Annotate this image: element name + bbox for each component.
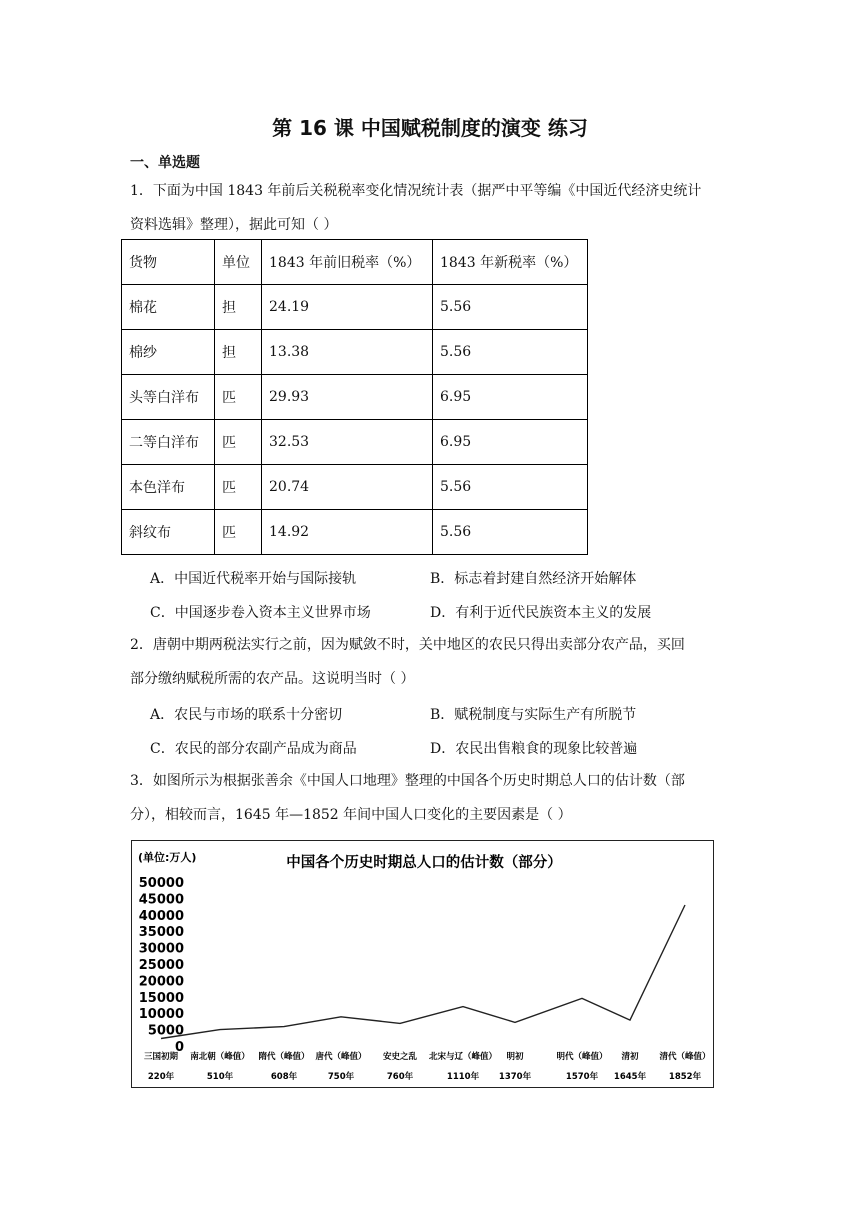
table-cell: 担 (215, 285, 262, 330)
y-tick-label: 5000 (147, 1023, 184, 1039)
table-row (122, 330, 588, 375)
x-year-label: 608年 (270, 1072, 298, 1082)
question-2-line-2: 部分缴纳赋税所需的农产品。这说明当时（ ） (130, 671, 415, 687)
x-tick-label: 三国初期 (143, 1052, 179, 1062)
q1-option-a[interactable]: A．中国近代税率开始与国际接轨 (150, 571, 357, 587)
x-tick-label: 南北朝（峰值） (190, 1052, 250, 1062)
table-cell: 29.93 (262, 375, 433, 420)
y-tick-label: 20000 (138, 974, 184, 990)
table-cell: 棉纱 (122, 330, 215, 375)
table-cell: 本色洋布 (122, 465, 215, 510)
question-3-line-1: 3．如图所示为根据张善余《中国人口地理》整理的中国各个历史时期总人口的估计数（部 (130, 773, 685, 789)
table-header-cell: 货物 (122, 240, 215, 285)
question-2-line-1: 2．唐朝中期两税法实行之前，因为赋敛不时，关中地区的农民只得出卖部分农产品，买回 (130, 637, 685, 653)
table-cell: 5.56 (433, 510, 588, 555)
q2-option-d[interactable]: D．农民出售粮食的现象比较普遍 (430, 741, 638, 757)
section-heading: 一、单选题 (130, 155, 200, 171)
table-header-row (122, 240, 588, 285)
y-tick-label: 50000 (138, 876, 184, 891)
x-tick-label: 清初 (621, 1052, 639, 1062)
table-cell: 棉花 (122, 285, 215, 330)
x-year-label: 1852年 (668, 1072, 702, 1082)
table-cell: 6.95 (433, 375, 588, 420)
table-cell: 头等白洋布 (122, 375, 215, 420)
x-tick-label: 清代（峰值） (659, 1052, 711, 1062)
question-1-line-2: 资料选辑》整理），据此可知（ ） (130, 217, 338, 233)
table-cell: 5.56 (433, 285, 588, 330)
table-cell: 6.95 (433, 420, 588, 465)
q2-option-c[interactable]: C．农民的部分农副产品成为商品 (150, 741, 357, 757)
y-tick-label: 0 (174, 1040, 184, 1055)
population-chart (131, 840, 714, 1088)
x-year-label: 1370年 (498, 1072, 532, 1082)
x-tick-label: 明代（峰值） (556, 1052, 608, 1062)
x-axis-labels (144, 1051, 711, 1082)
table-header-cell: 1843 年新税率（%） (433, 240, 588, 285)
x-tick-label: 唐代（峰值） (315, 1052, 367, 1062)
table-row (122, 285, 588, 330)
y-tick-label: 30000 (138, 941, 184, 957)
table-cell: 担 (215, 330, 262, 375)
q1-option-c[interactable]: C．中国逐步卷入资本主义世界市场 (150, 605, 371, 621)
x-year-label: 760年 (386, 1072, 414, 1082)
table-cell: 14.92 (262, 510, 433, 555)
table-cell: 匹 (215, 510, 262, 555)
table-cell: 二等白洋布 (122, 420, 215, 465)
x-year-label: 750年 (327, 1072, 355, 1082)
table-cell: 5.56 (433, 330, 588, 375)
x-year-label: 510年 (206, 1072, 234, 1082)
table-cell: 匹 (215, 420, 262, 465)
y-axis-ticks (139, 876, 184, 1055)
question-3-line-2: 分），相较而言，1645 年—1852 年间中国人口变化的主要因素是（ ） (130, 807, 572, 823)
question-2-stem (130, 628, 730, 696)
y-tick-label: 40000 (138, 908, 184, 924)
table-cell: 5.56 (433, 465, 588, 510)
table-cell: 匹 (215, 465, 262, 510)
tax-rate-table (121, 239, 588, 555)
question-1-stem (130, 174, 730, 242)
table-header-cell: 单位 (215, 240, 262, 285)
population-chart-svg (132, 841, 715, 1089)
table-header-cell: 1843 年前旧税率（%） (262, 240, 433, 285)
x-tick-label: 北宋与辽（峰值） (428, 1052, 498, 1062)
y-tick-label: 15000 (138, 990, 184, 1006)
table-cell: 20.74 (262, 465, 433, 510)
chart-title: 中国各个历史时期总人口的估计数（部分） (286, 855, 562, 871)
table-cell: 13.38 (262, 330, 433, 375)
q1-option-d[interactable]: D．有利于近代民族资本主义的发展 (430, 605, 652, 621)
question-1-line-1: 1．下面为中国 1843 年前后关税税率变化情况统计表（据严中平等编《中国近代经济史统计 (130, 183, 702, 199)
table-row (122, 510, 588, 555)
x-year-label: 1570年 (565, 1072, 599, 1082)
x-year-label: 1645年 (613, 1072, 647, 1082)
x-year-label: 1110年 (446, 1072, 480, 1082)
q2-option-a[interactable]: A．农民与市场的联系十分密切 (150, 707, 343, 723)
page-title: 第 16 课 中国赋税制度的演变 练习 (272, 116, 588, 140)
table-cell: 32.53 (262, 420, 433, 465)
q1-option-b[interactable]: B．标志着封建自然经济开始解体 (430, 571, 637, 587)
x-tick-label: 安史之乱 (382, 1052, 418, 1062)
x-tick-label: 明初 (506, 1052, 524, 1062)
q2-option-b[interactable]: B．赋税制度与实际生产有所脱节 (430, 707, 637, 723)
question-3-stem (130, 764, 730, 832)
y-tick-label: 45000 (138, 892, 184, 908)
y-tick-label: 10000 (138, 1007, 184, 1023)
table-cell: 24.19 (262, 285, 433, 330)
population-series-line (161, 905, 685, 1039)
table-row (122, 375, 588, 420)
x-tick-label: 隋代（峰值） (258, 1052, 310, 1062)
table-cell: 匹 (215, 375, 262, 420)
table-row (122, 420, 588, 465)
x-year-label: 220年 (147, 1072, 175, 1082)
table-row (122, 465, 588, 510)
y-tick-label: 25000 (138, 958, 184, 973)
chart-unit-label: (单位:万人) (138, 851, 197, 864)
y-tick-label: 35000 (138, 925, 184, 941)
table-cell: 斜纹布 (122, 510, 215, 555)
